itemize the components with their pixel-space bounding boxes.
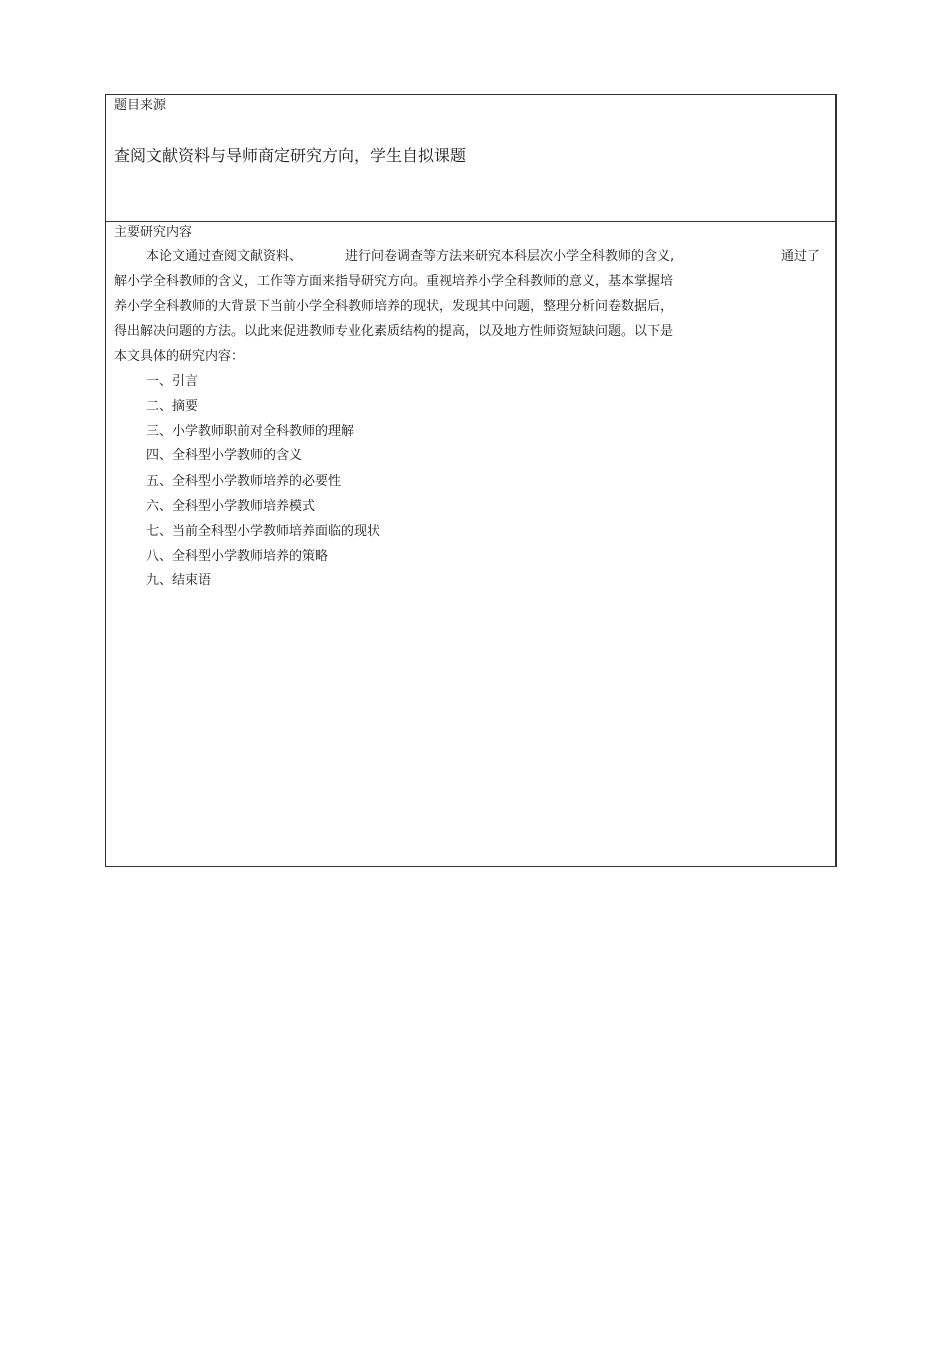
paragraph-line: 得出解决问题的方法。以此来促进教师专业化素质结构的提高，以及地方性师资短缺问题。以下是 xyxy=(114,324,674,339)
paragraph-line: 养小学全科教师的大背景下当前小学全科教师培养的现状，发现其中问题，整理分析问卷数据后， xyxy=(114,299,674,314)
list-item: 五、全科型小学教师培养的必要性 xyxy=(146,474,342,489)
list-item: 四、全科型小学教师的含义 xyxy=(146,448,303,463)
form-table xyxy=(105,94,837,867)
paragraph-line: 本文具体的研究内容： xyxy=(114,349,245,364)
topic-source-section xyxy=(106,95,835,222)
paragraph-line: 解小学全科教师的含义，工作等方面来指导研究方向。重视培养小学全科教师的意义，基本掌握培 xyxy=(114,274,674,289)
list-item: 二、摘要 xyxy=(146,399,199,414)
research-content-section xyxy=(106,222,835,866)
list-item: 七、当前全科型小学教师培养面临的现状 xyxy=(146,524,381,539)
list-item: 三、小学教师职前对全科教师的理解 xyxy=(146,424,355,439)
list-item: 一、引言 xyxy=(146,374,199,389)
paragraph-line: 通过了 xyxy=(781,249,821,264)
paragraph-line: 本论文通过查阅文献资料、 xyxy=(146,249,303,264)
research-content-label: 主要研究内容 xyxy=(114,225,193,240)
list-item: 六、全科型小学教师培养模式 xyxy=(146,499,316,514)
list-item: 九、结束语 xyxy=(146,573,212,588)
paragraph-line: 进行问卷调查等方法来研究本科层次小学全科教师的含义, xyxy=(345,249,675,264)
list-item: 八、全科型小学教师培养的策略 xyxy=(146,549,329,564)
topic-source-text: 查阅文献资料与导师商定研究方向，学生自拟课题 xyxy=(114,146,467,165)
topic-source-label: 题目来源 xyxy=(114,98,167,113)
